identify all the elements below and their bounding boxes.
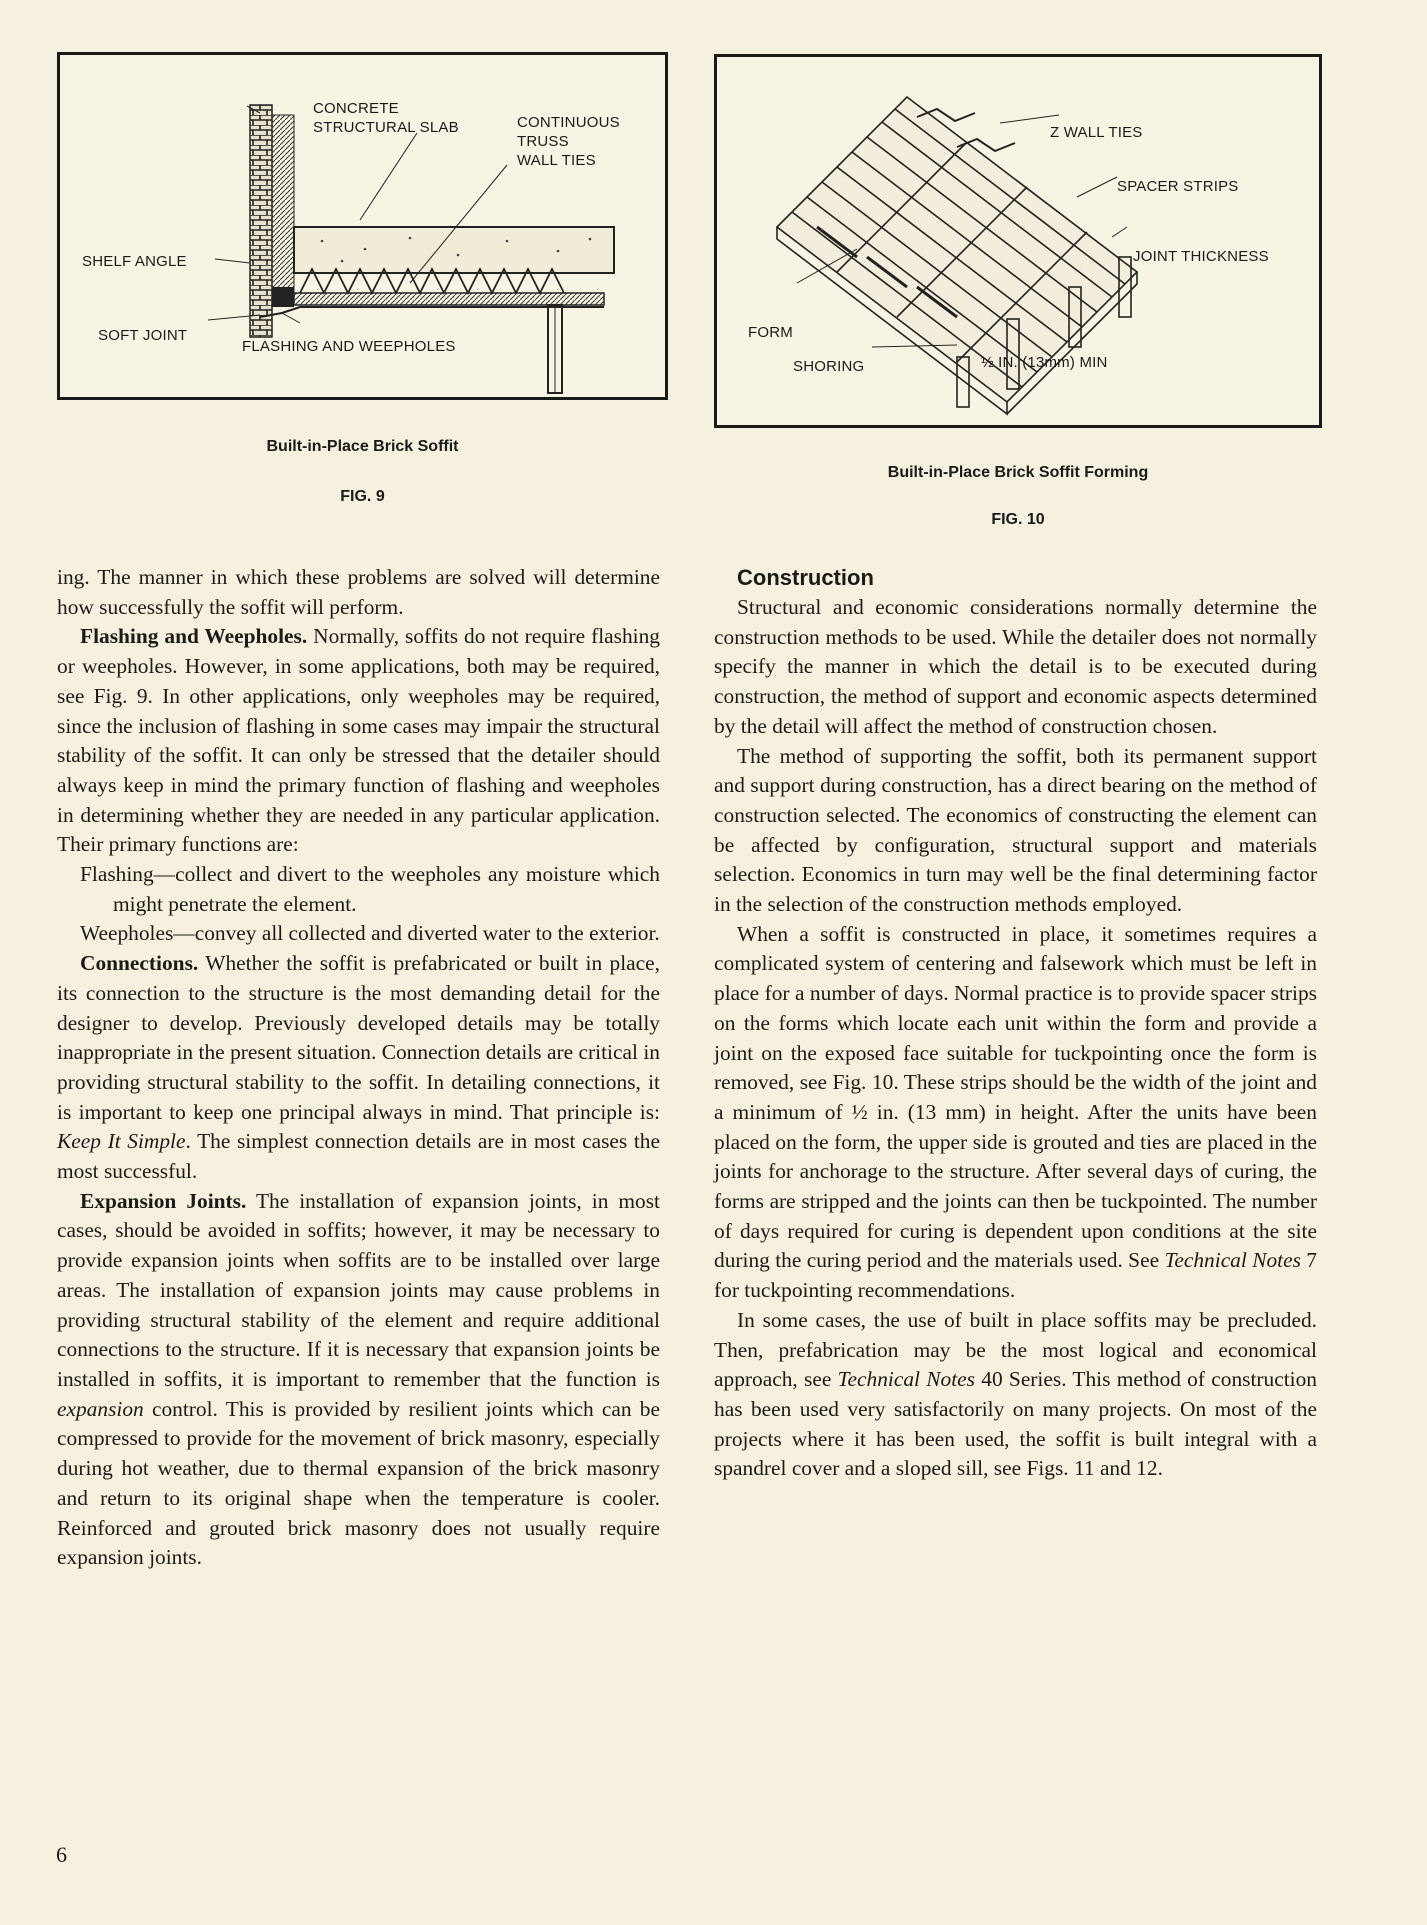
text-connections-a: Whether the soffit is prefabricated or built in place, its connection to the structure is the most demanding detail for the designer to develop. Previously developed details may be totally inappropriate in the present situation. Connection details are critical in providing structural stability to the soffit. In detailing connections, it is important to keep one principal always in mind. That principle is: xyxy=(57,951,660,1124)
figure-9-caption: Built-in-Place Brick Soffit xyxy=(266,438,459,455)
text-p4-b: 40 Series. This method of construction has been used very satisfactorily on many projects. On most of the projects where it has been used, the soffit is built integral with a spandrel cover and a sloped sill, see Figs. 11 and 12. xyxy=(714,1367,1317,1481)
paragraph-expansion xyxy=(57,1187,660,1573)
text-p3-b: 7 for tuckpointing recommendations. xyxy=(714,1248,1317,1303)
paragraph-construction-1: Structural and economic considerations normally determine the construction methods to be used. While the detailer does not normally specify the manner in which the detail is to be executed during construction, the method of support and economic aspects determined by the detail will affect the method of construction chosen. xyxy=(714,595,1317,738)
text-keep-it-simple: Keep It Simple xyxy=(57,1129,186,1154)
label-flashing: FLASHING AND WEEPHOLES xyxy=(242,338,456,355)
right-column xyxy=(714,563,1317,1484)
shelf-angle xyxy=(272,287,294,307)
runin-flashing: Flashing and Weepholes. xyxy=(80,624,308,649)
figure-10-number: FIG. 10 xyxy=(991,511,1045,528)
text-p3-a: When a soffit is constructed in place, it sometimes requires a complicated system of centering and falsework which must be left in place for a number of days. Normal practice is to provide spacer strips on the forms which locate each unit within the form and provide a joint on the exposed face suitable for tuckpointing once the form is removed, see Fig. 10. These strips should be the width of the joint and a minimum of ½ in. (13 mm) in height. After the units have been placed on the form, the upper side is grouted and ties are placed in the joints for anchorage to the structure. After several days of curing, the forms are stripped and the joints can then be tuckpointed. The number of days required for curing is dependent upon conditions at the site during the curing period and the materials used. See xyxy=(714,921,1317,1273)
text-technical-notes-7: Technical Notes xyxy=(1164,1248,1301,1273)
text-expansion-b: control. This is provided by resilient joints which can be compressed to provide for the movement of brick masonry, especially during hot weather, due to thermal expansion of the brick masonry and return to its original shape when the temperature is cooler. Reinforced and grouted brick masonry does not usually require expansion joints. xyxy=(57,1396,660,1570)
label-spacer-strips: SPACER STRIPS xyxy=(1117,178,1239,195)
paragraph-construction-2: The method of supporting the soffit, both its permanent support and support during construction, has a direct bearing on the method of construction selected. The economics of constructing the element can be affected by configuration, structural support and materials selection. Economics in turn may well be the final determining factor in the selection of the construction methods employed. xyxy=(714,743,1317,917)
label-form: FORM xyxy=(748,324,793,341)
label-wall-ties: CONTINUOUS TRUSS WALL TIES xyxy=(517,114,620,169)
label-min-height: ½ IN. (13mm) MIN xyxy=(981,354,1108,371)
figure-10-caption: Built-in-Place Brick Soffit Forming xyxy=(887,464,1149,481)
label-shelf-angle: SHELF ANGLE xyxy=(82,253,187,270)
paragraph-continued: ing. The manner in which these problems are solved will determine how successfully the soffit will perform. xyxy=(57,565,660,619)
label-shoring: SHORING xyxy=(793,358,865,375)
paragraph-connections xyxy=(57,949,660,1187)
text-connections-b: . The simplest connection details are in most cases the most successful. xyxy=(57,1129,660,1184)
figure-9-number: FIG. 9 xyxy=(340,488,385,505)
left-column xyxy=(57,563,660,1573)
paragraph-flashing xyxy=(57,622,660,860)
paragraph-construction-3 xyxy=(714,920,1317,1306)
figure-10 xyxy=(714,54,1322,428)
paragraph-construction-4 xyxy=(714,1306,1317,1484)
text-technical-notes-40: Technical Notes xyxy=(837,1367,975,1392)
text-flashing: Normally, soffits do not require flashing or weepholes. However, in some applications, both may be required, see Fig. 9. In other applications, only weepholes may be required, since the inclusion of flashing in some cases may impair the structural stability of the soffit. It can only be stressed that the detailer should always keep in mind the primary function of flashing and weepholes in determining whether they are needed in any particular application. Their primary functions are: xyxy=(57,624,660,857)
label-concrete-slab: CONCRETE STRUCTURAL SLAB xyxy=(313,100,459,136)
label-soft-joint: SOFT JOINT xyxy=(98,327,188,344)
label-z-wall-ties: Z WALL TIES xyxy=(1050,124,1143,141)
text-expansion-a: The installation of expansion joints, in most cases, should be avoided in soffits; however, it may be necessary to provide expansion joints when soffits are to be installed over large areas. The installation of expansion joints may cause problems in providing structural stability of the element and require additional connections to the structure. If it is necessary that expansion joints be installed in soffits, it is important to remember that the function is xyxy=(57,1188,660,1391)
list-item-flashing: Flashing—collect and divert to the weepholes any moisture which might penetrate the element. xyxy=(80,862,660,916)
concrete-slab xyxy=(294,227,614,273)
runin-connections: Connections. xyxy=(80,951,199,976)
text-p4-a: In some cases, the use of built in place soffits may be precluded. Then, prefabrication may be the most logical and economical approach, see xyxy=(714,1307,1317,1392)
heading-construction: Construction xyxy=(737,565,874,590)
brick-wall xyxy=(250,105,272,337)
figure-9 xyxy=(57,52,668,400)
page-number: 6 xyxy=(56,1842,67,1867)
label-joint-thickness: JOINT THICKNESS xyxy=(1133,248,1269,265)
list-item-weepholes: Weepholes—convey all collected and diverted water to the exterior. xyxy=(80,921,660,946)
runin-expansion: Expansion Joints. xyxy=(80,1188,247,1213)
text-expansion-italic: expansion xyxy=(57,1396,144,1421)
